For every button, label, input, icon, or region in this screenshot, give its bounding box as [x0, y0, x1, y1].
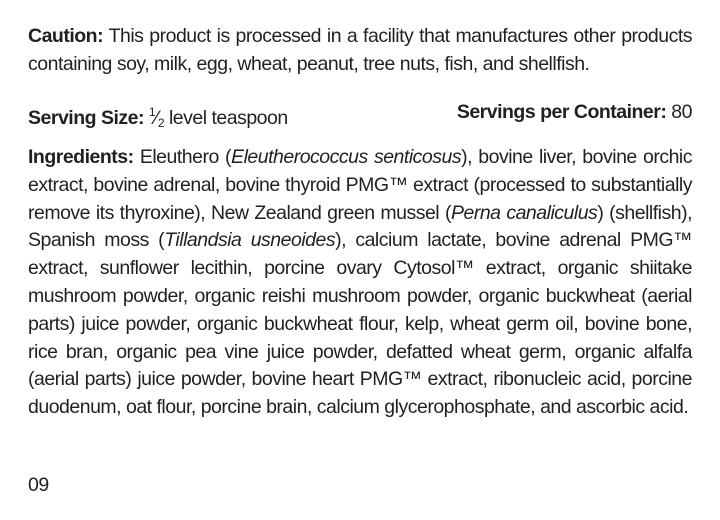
- ingredient-latin-name: Perna canaliculus: [450, 201, 598, 224]
- caution-label: Caution:: [28, 25, 104, 47]
- ingredient-latin-name: Tillandsia usneoides: [164, 229, 336, 252]
- servings-per-container-label: Servings per Container:: [456, 101, 667, 123]
- page-number: 09: [28, 474, 49, 496]
- servings-per-container-value: 80: [671, 101, 692, 123]
- fraction-denominator: 2: [157, 116, 165, 130]
- fraction-numerator: 1: [148, 105, 156, 119]
- ingredients-text-2: ), bovine liver, bovine orchic extract, bovine adrenal, bovine thyroid PMG™ extract (processed to substantially remove its thyroxine), New Zealand green mussel (: [28, 146, 693, 224]
- ingredients-paragraph: [28, 144, 692, 422]
- serving-size-unit: level teaspoon: [168, 107, 288, 129]
- ingredients-text-1: Eleuthero (: [139, 146, 232, 168]
- ingredient-latin-name: Eleutherococcus senticosus: [231, 146, 462, 168]
- serving-size-label: Serving Size:: [28, 107, 144, 129]
- servings-per-container: [457, 98, 692, 126]
- caution-text: This product is processed in a facility that manufactures other products containing soy, milk, egg, wheat, peanut, tree nuts, fish, and shellfish.: [28, 25, 692, 75]
- ingredients-text-3: ) (shellfish), Spanish moss (: [28, 201, 692, 252]
- ingredients-text-4: ), calcium lactate, bovine adrenal PMG™ extract, sunflower lecithin, porcine ovary Cytosol™ extract, organic shiitake mushroom powder, organic reishi mushroom powder, organic buckwheat (aerial parts) juice powder, organic buckwheat flour, kelp, wheat germ oil, bovine bone, rice bran, organic pea vine juice powder, defatted wheat germ, organic alfalfa (aerial parts) juice powder, bovine heart PMG™ extract, ribonucleic acid, porcine duodenum, oat flour, porcine brain, calcium glycerophosphate, and ascorbic acid.: [28, 229, 692, 419]
- caution-paragraph: [28, 23, 692, 79]
- ingredients-label: Ingredients:: [28, 146, 134, 168]
- serving-size-fraction: $^1⁄_2$: [148, 105, 165, 130]
- serving-size: [28, 98, 288, 137]
